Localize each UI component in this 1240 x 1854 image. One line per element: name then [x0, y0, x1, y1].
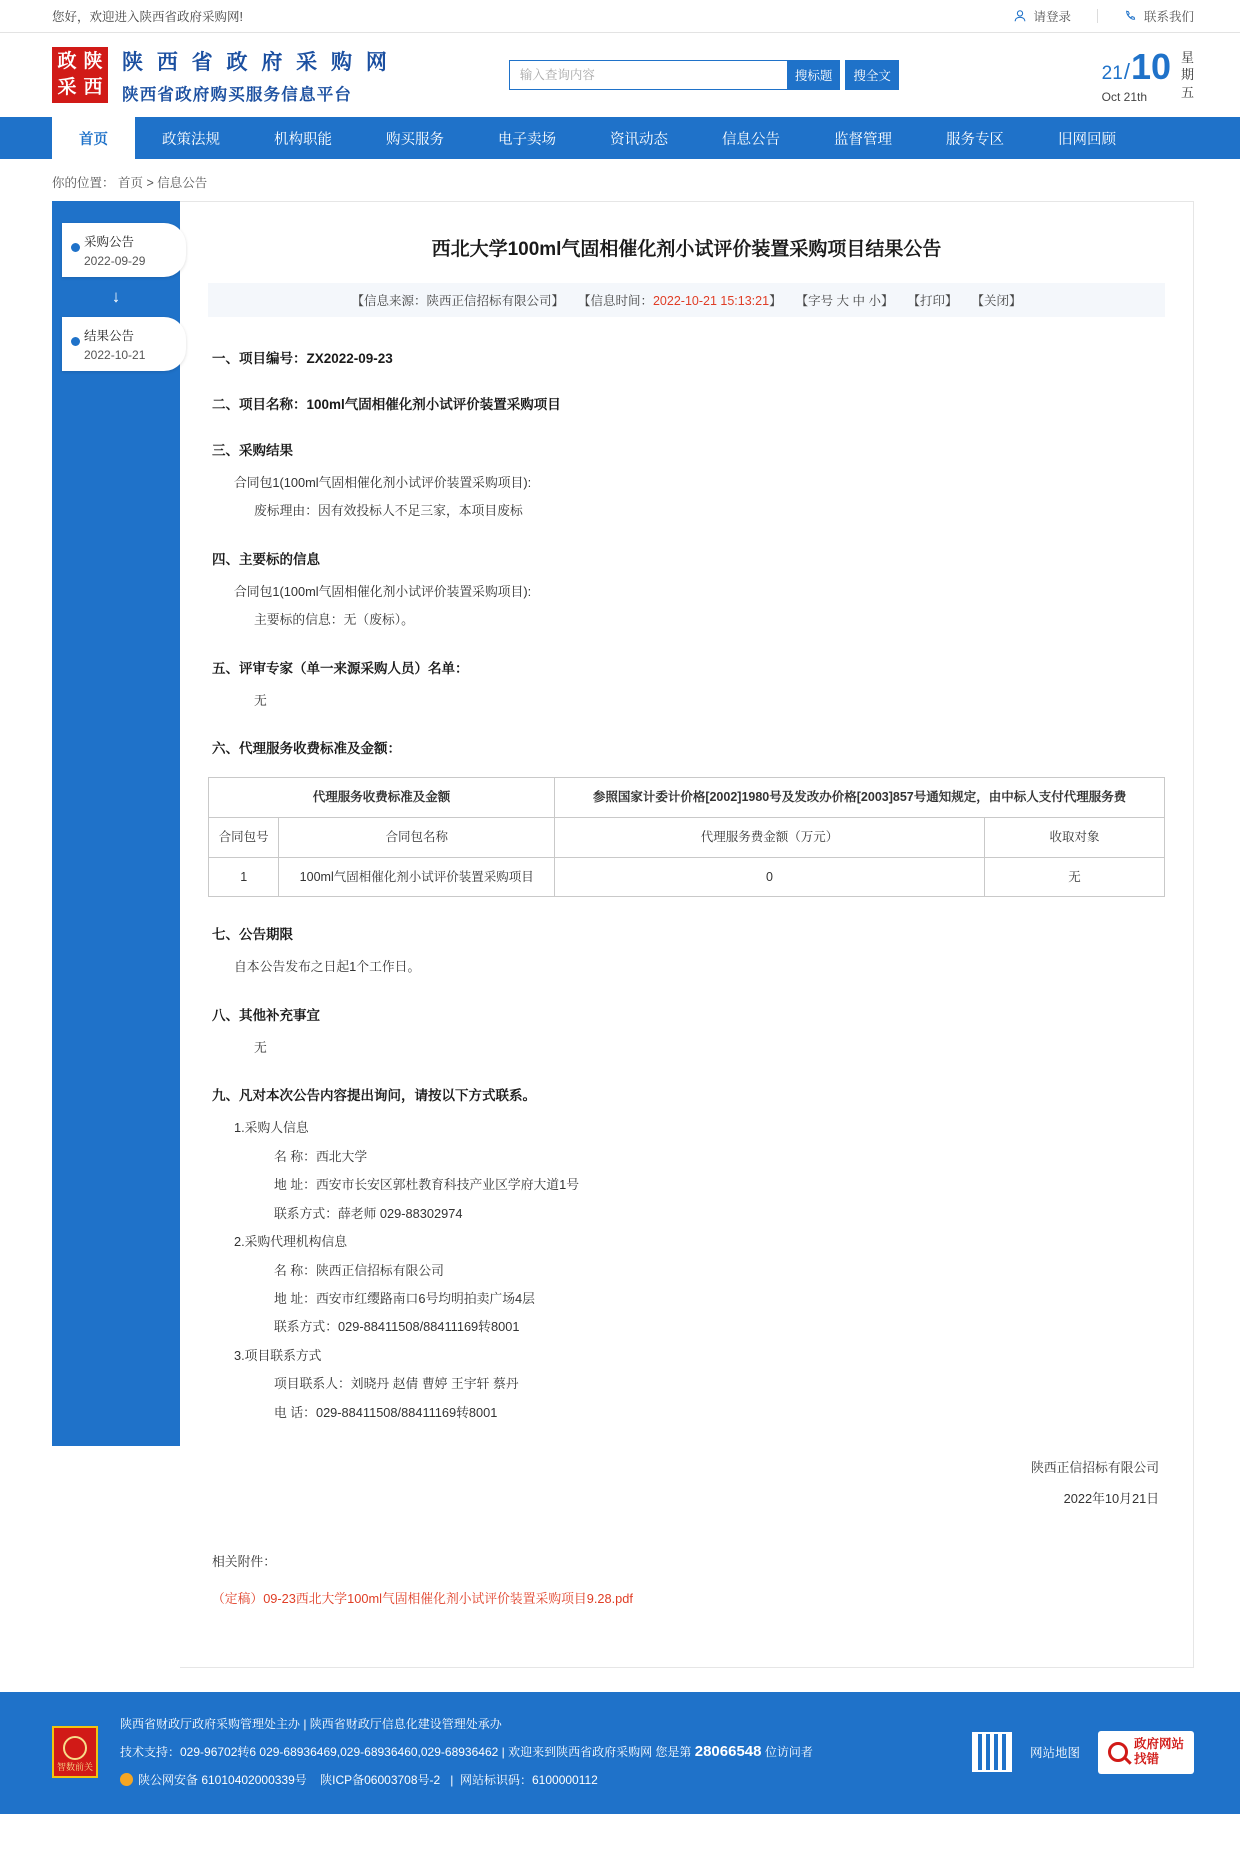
- logo-char-2: 采: [57, 77, 77, 99]
- nav-item-supervision[interactable]: 监督管理: [834, 131, 892, 148]
- weekday-char-2: 五: [1180, 84, 1194, 100]
- sidebar-item-date: 2022-10-21: [84, 348, 146, 362]
- contact-line: 项目联系人：刘晓丹 赵倩 曹婷 王宇轩 蔡丹: [274, 1376, 519, 1392]
- site-subtitle: 陕西省政府购买服务信息平台: [122, 85, 353, 104]
- search-area: [509, 60, 899, 90]
- site-header: [0, 33, 1240, 117]
- notice-period-value: 自本公告发布之日起1个工作日。: [234, 959, 421, 975]
- date-slash: /: [1123, 59, 1130, 84]
- fee-header-right: 参照国家计委计价格[2002]1980号及发改办价格[2003]857号通知规定，由中标人支付代理服务费: [555, 778, 1165, 818]
- footer-line-1: 陕西省财政厅政府采购管理处主办 | 陕西省财政厅信息化建设管理处承办: [120, 1717, 502, 1732]
- contact-line: 地 址：西安市长安区郭杜教育科技产业区学府大道1号: [274, 1177, 580, 1193]
- fee-col-package-name: 合同包名称: [279, 817, 555, 857]
- search-fulltext-button[interactable]: 搜全文: [845, 60, 899, 90]
- footer-line-2: [120, 1737, 813, 1768]
- police-record[interactable]: 陕公网安备 61010402000339号: [138, 1772, 307, 1787]
- nav-item-announcements[interactable]: 信息公告: [722, 131, 780, 148]
- logo-char-3: 西: [83, 77, 103, 99]
- visitor-count: 28066548: [694, 1742, 762, 1760]
- logo-text: [122, 46, 391, 105]
- date-month: 10: [1130, 46, 1171, 87]
- fee-cell-package-no: 1: [209, 857, 279, 897]
- meta-time: [578, 291, 782, 309]
- gov-site-error-button[interactable]: [1098, 1731, 1194, 1774]
- user-icon: [1013, 9, 1027, 23]
- fee-header-left: 代理服务收费标准及金额: [209, 778, 555, 818]
- section-heading-notice-period: 七、公告期限: [212, 927, 293, 943]
- footer-seal-icon: 智数前关: [52, 1726, 98, 1778]
- section-heading-experts: 五、评审专家（单一来源采购人员）名单：: [212, 660, 469, 676]
- section-heading-contacts: 九、凡对本次公告内容提出询问，请按以下方式联系。: [212, 1088, 536, 1104]
- signature: [208, 1457, 1165, 1507]
- target-line-0: 合同包1(100ml气固相催化剂小试评价装置采购项目):: [234, 583, 532, 599]
- fee-col-payer: 收取对象: [984, 817, 1164, 857]
- divider: [1097, 9, 1098, 23]
- search-title-button[interactable]: 搜标题: [787, 60, 841, 90]
- section-heading-target-info: 四、主要标的信息: [212, 551, 320, 567]
- police-badge-icon: [120, 1773, 133, 1786]
- bullet-icon: [71, 337, 80, 346]
- login-label: 请登录: [1033, 10, 1071, 24]
- attachment-link[interactable]: （定稿）09-23西北大学100ml气固相催化剂小试评价装置采购项目9.28.pdf: [212, 1591, 633, 1607]
- meta-time-label: 【信息时间：: [577, 294, 653, 308]
- contact-label: 联系我们: [1143, 10, 1194, 24]
- site-footer: [0, 1692, 1240, 1814]
- top-bar: [0, 0, 1240, 33]
- meta-time-value: 2022-10-21 15:13:21: [652, 294, 770, 308]
- sidebar-item-result-notice[interactable]: [62, 317, 186, 371]
- target-line-1: 主要标的信息：无（废标）。: [254, 612, 414, 628]
- result-line-1: 废标理由：因有效投标人不足三家，本项目废标: [254, 503, 523, 519]
- weekday: [1181, 49, 1194, 102]
- agency-fee-table: [208, 777, 1165, 897]
- signature-date: 2022年10月21日: [1063, 1491, 1159, 1507]
- nav-item-emarket[interactable]: 电子卖场: [498, 131, 556, 148]
- welcome-text: 您好，欢迎进入陕西省政府采购网!: [52, 10, 243, 24]
- experts-value: 无: [254, 692, 267, 708]
- breadcrumb: [0, 159, 1240, 201]
- logo-char-1: 陕: [83, 51, 103, 73]
- article-meta-bar: [208, 283, 1165, 317]
- nav-item-policy[interactable]: 政策法规: [162, 131, 220, 148]
- contact-line: 名 称：西北大学: [274, 1148, 368, 1164]
- section-heading-other-matters: 八、其他补充事宜: [212, 1007, 320, 1023]
- fee-cell-package-name: 100ml气固相催化剂小试评价装置采购项目: [279, 857, 555, 897]
- breadcrumb-prefix: 你的位置：: [52, 176, 115, 190]
- top-bar-actions: [1013, 7, 1194, 25]
- contact-line: 地 址：西安市红缨路南口6号均明拍卖广场4层: [274, 1290, 535, 1306]
- fee-cell-amount: 0: [555, 857, 985, 897]
- footer-line-3: 陕公网安备 61010402000339号 陕ICP备06003708号-2 | 网站标识码：6100000112: [120, 1768, 813, 1793]
- table-row: [209, 778, 1165, 818]
- contact-link[interactable]: [1124, 7, 1194, 25]
- nav-item-purchase-service[interactable]: 购买服务: [386, 131, 444, 148]
- icp-record[interactable]: 陕ICP备06003708号-2: [320, 1772, 441, 1787]
- table-row: [209, 857, 1165, 897]
- result-line-0: 合同包1(100ml气固相催化剂小试评价装置采购项目):: [234, 475, 532, 490]
- date-display: [1102, 46, 1194, 104]
- signature-org: 陕西正信招标有限公司: [1031, 1460, 1159, 1476]
- nav-item-news[interactable]: 资讯动态: [610, 131, 668, 148]
- gov-check-line2: 找错: [1133, 1752, 1159, 1767]
- contact-line: 联系方式：薛老师 029-88302974: [274, 1205, 463, 1221]
- nav-item-service-zone[interactable]: 服务专区: [946, 131, 1004, 148]
- contact-group-title-1: 2.采购代理机构信息: [234, 1234, 348, 1250]
- weekday-char-1: 期: [1180, 67, 1194, 83]
- sitemap-link[interactable]: 网站地图: [1029, 1746, 1080, 1761]
- logo-char-0: 政: [57, 51, 77, 73]
- search-input[interactable]: [509, 60, 787, 90]
- site-title: 陕 西 省 政 府 采 购 网: [122, 50, 391, 74]
- contact-group-title-0: 1.采购人信息: [234, 1120, 309, 1136]
- site-logo[interactable]: [52, 46, 391, 105]
- date-numbers: [1102, 46, 1171, 104]
- sidebar-item-title: 采购公告: [84, 235, 135, 249]
- logo-mark-icon: [52, 47, 108, 103]
- contact-group-title-2: 3.项目联系方式: [234, 1347, 322, 1363]
- contact-line: 联系方式：029-88411508/88411169转8001: [274, 1319, 520, 1335]
- date-english: Oct 21th: [1101, 90, 1148, 104]
- section-heading-project-number: 一、项目编号：ZX2022-09-23: [212, 351, 393, 366]
- footer-support-text: 技术支持：029-96702转6 029-68936469,029-68936460,029-68936462 | 欢迎来到陕西省政府采购网 您是第: [120, 1744, 695, 1759]
- footer-right: [972, 1731, 1194, 1774]
- section-heading-agency-fee: 六、代理服务收费标准及金额：: [212, 741, 401, 757]
- gov-check-line1: 政府网站: [1133, 1736, 1184, 1751]
- nav-item-functions[interactable]: 机构职能: [274, 131, 332, 148]
- page-title: 西北大学100ml气固相催化剂小试评价装置采购项目结果公告: [431, 239, 942, 260]
- meta-source: 【信息来源：陕西正信招标有限公司】: [351, 294, 564, 308]
- nav-item-home[interactable]: 首页: [52, 117, 135, 159]
- breadcrumb-current[interactable]: 信息公告: [157, 176, 208, 190]
- print-button[interactable]: 【打印】: [907, 294, 958, 308]
- main-nav: [0, 117, 1240, 159]
- sidebar-item-date: 2022-09-29: [84, 254, 146, 268]
- fee-cell-payer: 无: [984, 857, 1164, 897]
- sidebar: [52, 201, 180, 1446]
- fee-col-package-no: 合同包号: [209, 817, 279, 857]
- down-arrow-icon: ↓: [111, 287, 121, 306]
- nav-item-old-site[interactable]: 旧网回顾: [1058, 131, 1116, 148]
- contact-line: 电 话：029-88411508/88411169转8001: [274, 1404, 498, 1420]
- close-button[interactable]: 【关闭】: [971, 294, 1022, 308]
- sidebar-item-purchase-notice[interactable]: [62, 223, 186, 277]
- fee-col-amount: 代理服务费金额（万元）: [555, 817, 985, 857]
- breadcrumb-home[interactable]: 首页: [118, 176, 144, 190]
- gov-check-text: [1134, 1737, 1184, 1768]
- weekday-char-0: 星: [1180, 49, 1194, 65]
- attachment-label: 相关附件：: [212, 1554, 276, 1570]
- article: [180, 201, 1194, 1668]
- content-wrapper: [0, 201, 1240, 1668]
- site-code: 网站标识码：6100000112: [460, 1772, 598, 1787]
- breadcrumb-sep: >: [146, 176, 154, 190]
- other-matters-value: 无: [254, 1039, 267, 1055]
- contact-line: 名 称：陕西正信招标有限公司: [274, 1262, 444, 1278]
- sidebar-item-title: 结果公告: [84, 329, 135, 343]
- section-heading-project-name: 二、项目名称：100ml气固相催化剂小试评价装置采购项目: [212, 397, 561, 412]
- footer-visitor-suffix: 位访问者: [761, 1744, 813, 1759]
- phone-icon: [1124, 9, 1138, 23]
- qr-code-icon: [972, 1732, 1012, 1772]
- bullet-icon: [71, 243, 80, 252]
- section-heading-result: 三、采购结果: [212, 443, 293, 458]
- magnifier-icon: [1108, 1742, 1128, 1762]
- fontsize-control[interactable]: 【字号 大 中 小】: [795, 294, 894, 308]
- login-link[interactable]: [1013, 7, 1071, 25]
- footer-text: [120, 1712, 813, 1792]
- date-day: 21: [1101, 63, 1123, 84]
- table-row: [209, 817, 1165, 857]
- meta-time-close: 】: [769, 294, 782, 308]
